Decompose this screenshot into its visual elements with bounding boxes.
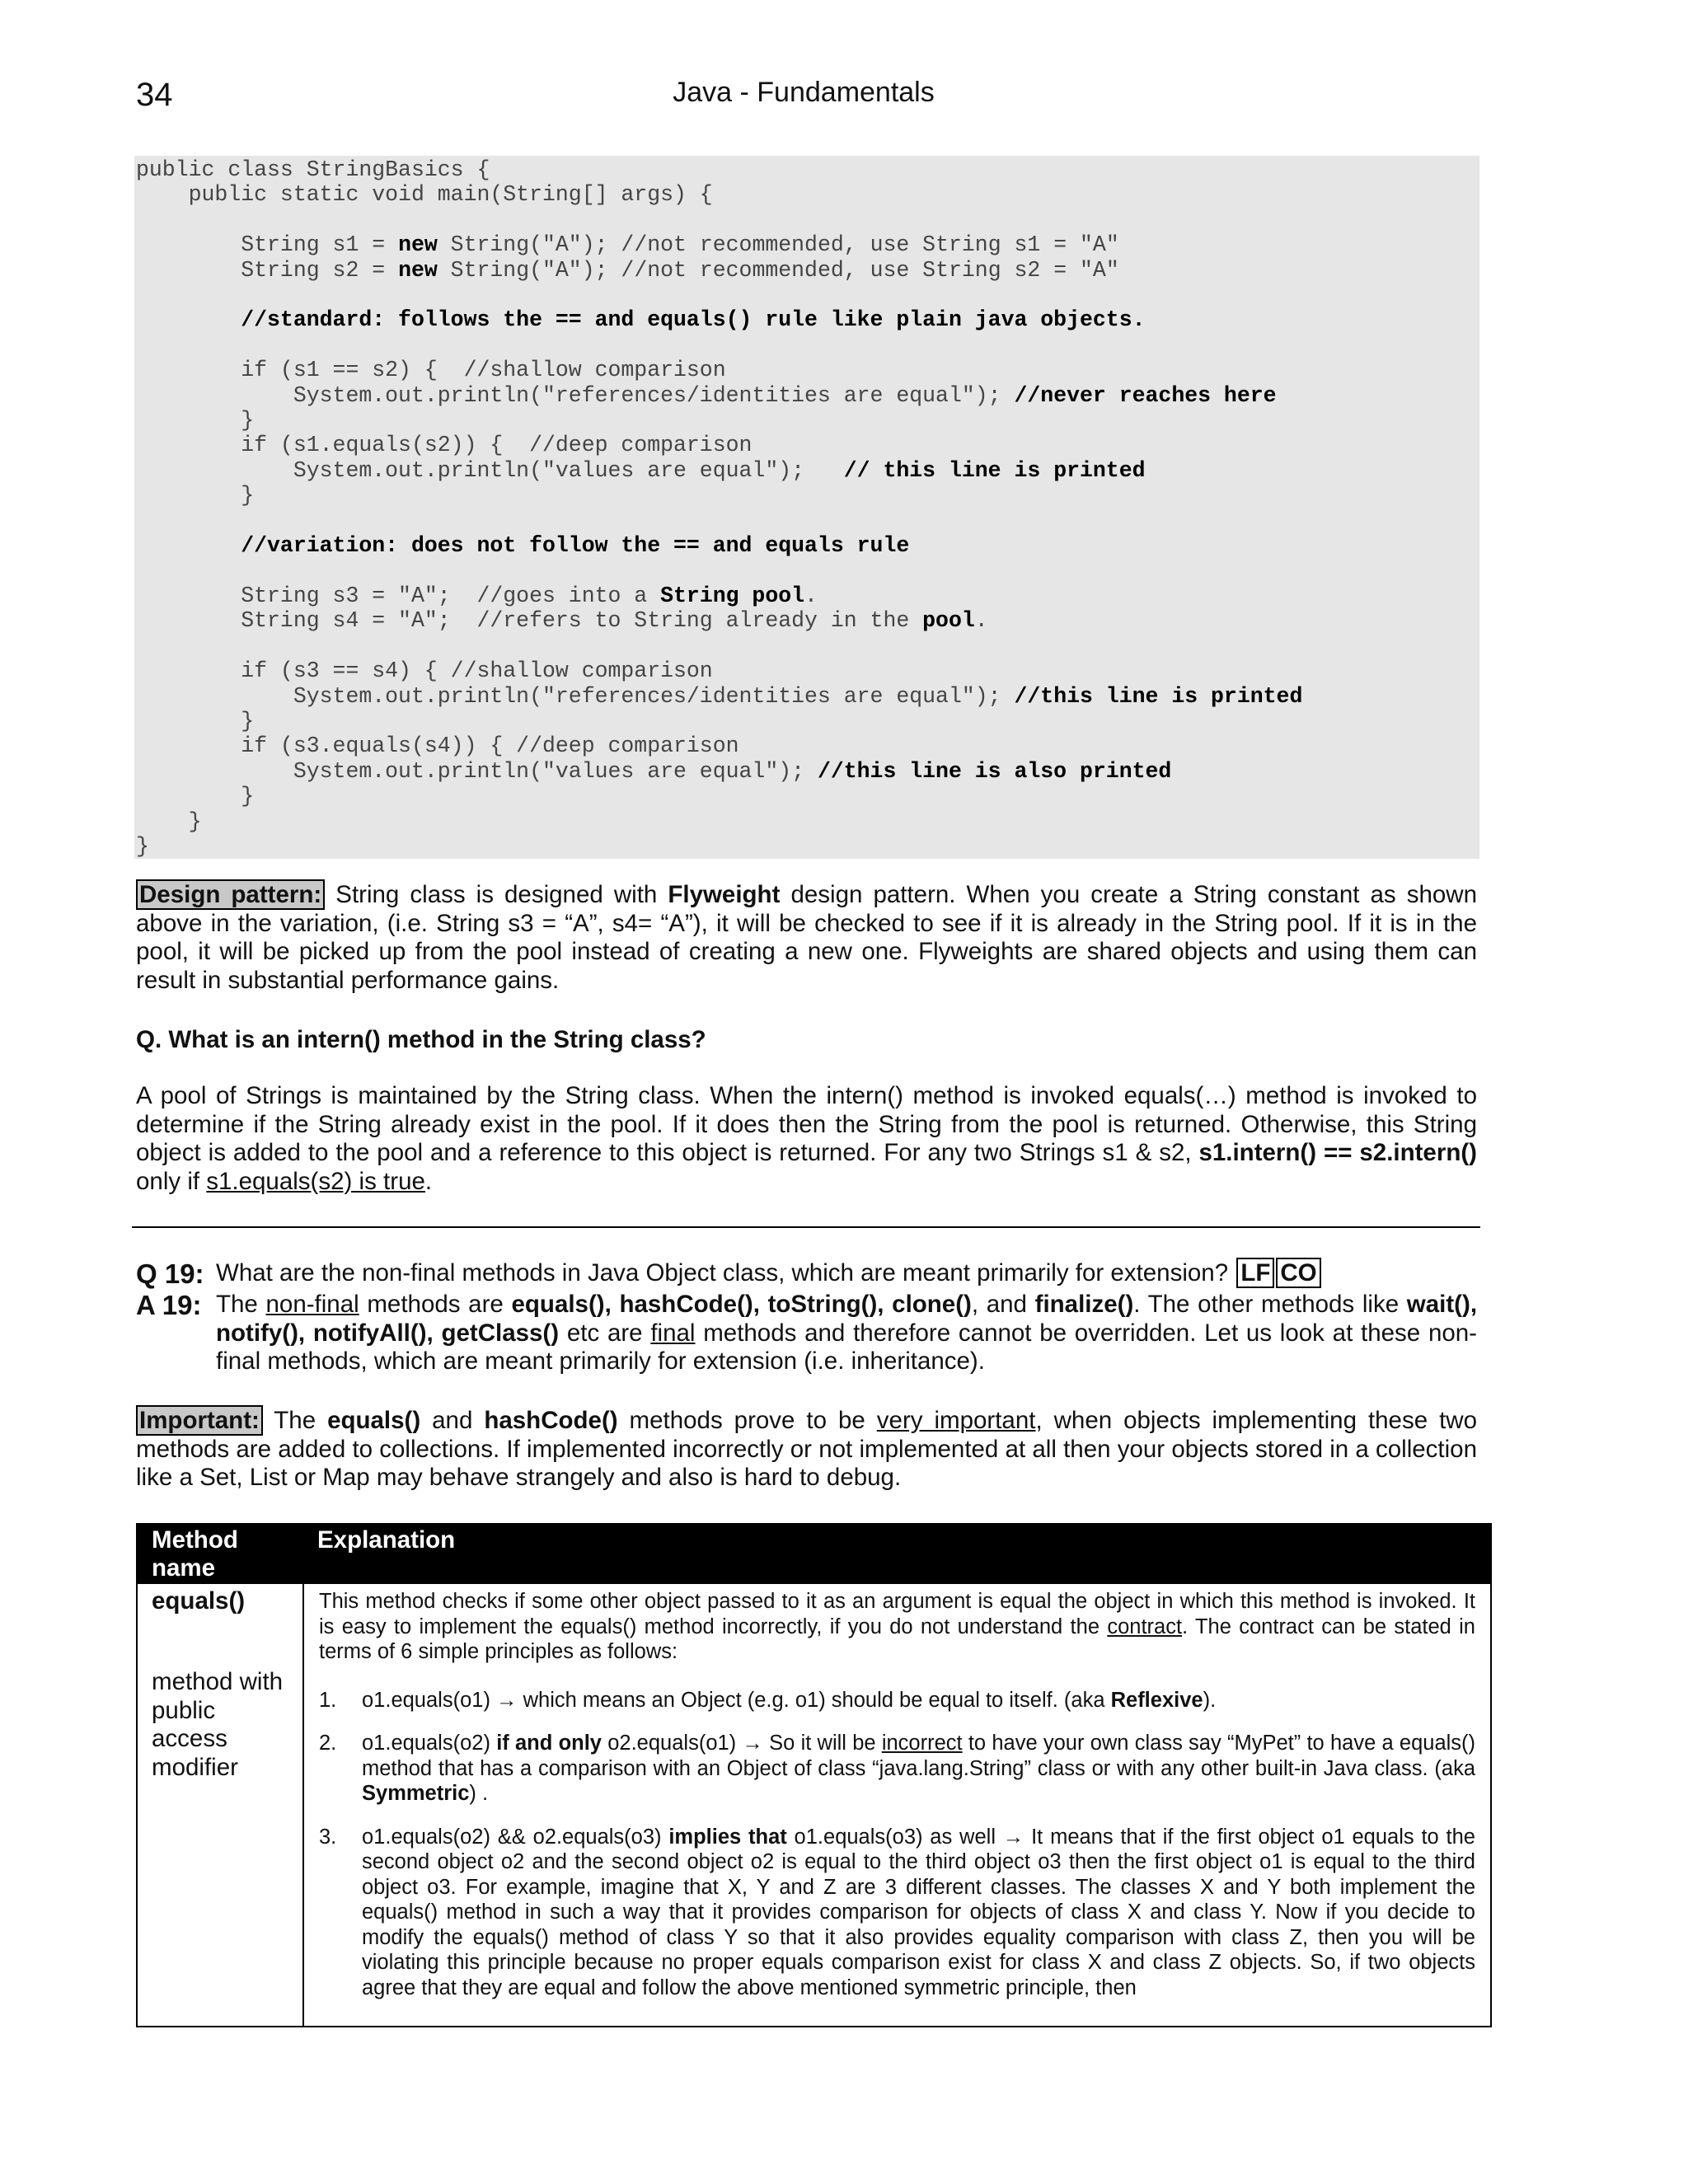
text-bold: finalize() [1034, 1291, 1134, 1318]
tag-lf: LF [1236, 1258, 1274, 1288]
code-line: String("A"); //not recommended, use String s1 = "A" [437, 232, 1119, 258]
code-comment-bold: // this line is printed [843, 457, 1146, 483]
text-run: o1.equals(o2) [362, 1732, 497, 1755]
text-run: String class is designed with [325, 881, 668, 908]
code-line: } [136, 408, 255, 434]
text-run: etc are [559, 1319, 651, 1347]
code-keyword: new [398, 257, 438, 283]
code-line: public static void main(String[] args) { [136, 182, 713, 208]
question-text [216, 1259, 1477, 1288]
code-keyword: new [398, 232, 438, 258]
text-run: o1.equals(o1) → which means an Object (e.g. o1) should be equal to itself. (aka [362, 1688, 1111, 1712]
text-bold: equals() [327, 1407, 421, 1434]
code-line: System.out.println("references/identities are equal"); [136, 683, 1015, 709]
text-run: o2.equals(o1) → So it will be [602, 1732, 882, 1755]
text-run: . The contract can be stated in terms of 6 simple principles as follows: [319, 1615, 1475, 1663]
text-run: , when objects implementing these two methods are added to collections. If implemented incorrectly or not implemented at all then your objects stored in a collection like a Set, List or Map may behave strangely and also is hard to debug. [136, 1407, 1477, 1491]
code-line: if (s3.equals(s4)) { //deep comparison [136, 733, 739, 759]
column-header-method: Method name [137, 1524, 303, 1583]
code-line: } [136, 833, 149, 859]
text-run: . The other methods like [1133, 1291, 1407, 1318]
text-underline: very important [876, 1407, 1036, 1434]
code-line: } [136, 483, 255, 509]
tag-co: CO [1276, 1258, 1320, 1288]
text-run: methods are [359, 1291, 512, 1318]
text-run: What are the non-final methods in Java Object class, which are meant primarily for extension? [216, 1259, 1229, 1286]
intern-answer-paragraph [136, 1082, 1477, 1196]
text-run: o1.equals(o2) && o2.equals(o3) [362, 1825, 669, 1849]
important-label: Important: [136, 1405, 263, 1436]
question-label: Q 19: [136, 1258, 204, 1289]
code-line: public class StringBasics { [136, 157, 490, 182]
column-header-explanation: Explanation [303, 1524, 1491, 1583]
code-line: } [136, 708, 255, 733]
explanation-intro [319, 1589, 1475, 1665]
method-description: method with public access modifier [152, 1668, 284, 1781]
code-keyword: pool [922, 608, 975, 634]
text-run: The [216, 1291, 266, 1318]
code-comment-bold: //this line is also printed [817, 758, 1172, 784]
text-run: A pool of Strings is maintained by the String class. When the intern() method is invoked equals(…) method is invoked to determine if the String already exist in the pool. If it does then the String from the pool is returned. Otherwise, this String object is added to the pool and a reference to this object is returned. For any two Strings s1 & s2, [136, 1082, 1477, 1166]
list-item [319, 1825, 1475, 2001]
text-run: ) . [469, 1782, 489, 1805]
code-line: } [136, 784, 255, 809]
text-run: This method checks if some other object passed to it as an argument is equal the object in which this method is invoked. It is easy to implement the equals() method incorrectly, if you do not understand the [319, 1590, 1475, 1638]
text-bold: Symmetric [362, 1782, 470, 1805]
answer-label: A 19: [136, 1290, 202, 1320]
code-line: System.out.println("references/identities are equal"); [136, 382, 1015, 408]
text-bold: wait(), notify(), notifyAll(), getClass() [216, 1291, 1478, 1347]
code-line: System.out.println("values are equal"); [136, 457, 844, 483]
list-number: 2. [319, 1732, 337, 1755]
list-item [319, 1688, 1475, 1713]
text-run: and [420, 1407, 485, 1434]
text-bold: hashCode() [484, 1407, 618, 1434]
text-run: methods prove to be [617, 1407, 877, 1434]
code-line: String s1 = [136, 232, 399, 258]
principles-list [319, 1688, 1475, 2001]
text-run: . [424, 1167, 433, 1195]
section-divider [132, 1226, 1480, 1228]
text-run: , and [971, 1291, 1035, 1318]
text-run: o1.equals(o3) as well → It means that if the first object o1 equals to the second object o2 and the second object o2 is equal to the third object o3 then the first object o1 is equal to the third object o3. For example, imagine that X, Y and Z are 3 different classes. The classes X and Y both implement the equals() method in such a way that it provides comparison for objects of class X and class Y. Now if you decide to modify the equals() method of class Y so that it also provides equality comparison with class Z, then you will be violating this principle because no proper equals comparison exist for class X and class Z objects. So, if two objects agree that they are equal and follow the above mentioned symmetric principle, then [362, 1825, 1475, 1999]
text-bold: Reflexive [1110, 1688, 1203, 1712]
code-line: } [136, 808, 202, 834]
code-keyword: String pool [660, 583, 805, 608]
code-line: if (s1.equals(s2)) { //deep comparison [136, 433, 753, 458]
methods-table [136, 1523, 1492, 2027]
code-line: if (s1 == s2) { //shallow comparison [136, 358, 726, 383]
design-pattern-paragraph [136, 881, 1477, 995]
text-run: methods and therefore cannot be overridden. Let us look at these non-final methods, which are meant primarily for extension (i.e. inheritance). [216, 1319, 1477, 1375]
text-bold: implies that [668, 1825, 787, 1849]
code-comment-bold: //variation: does not follow the == and equals rule [136, 533, 910, 559]
code-line: String s2 = [136, 257, 399, 283]
important-paragraph [136, 1407, 1477, 1493]
table-header-row [137, 1524, 1491, 1583]
text-underline: non-final [265, 1291, 359, 1318]
text-run: The [262, 1407, 328, 1434]
code-line: String("A"); //not recommended, use String s2 = "A" [437, 257, 1119, 283]
text-bold: Flyweight [668, 881, 781, 908]
text-bold: s1.intern() == s2.intern() [1198, 1139, 1477, 1166]
text-underline: final [650, 1319, 696, 1347]
list-number: 1. [319, 1688, 337, 1712]
text-run: ). [1203, 1688, 1217, 1712]
explanation-cell [303, 1583, 1491, 2027]
design-pattern-label: Design pattern: [136, 879, 325, 910]
method-cell [137, 1583, 303, 2027]
text-run: to have your own class say “MyPet” to have a equals() method that has a comparison with an Object of class “java.lang.String” class or with any other built-in Java class. (aka [362, 1732, 1476, 1780]
code-line: . [804, 583, 818, 608]
intern-question: Q. What is an intern() method in the String class? [136, 1026, 706, 1053]
explanation [304, 1584, 1490, 2000]
text-underline: incorrect [881, 1732, 963, 1755]
code-line: . [974, 608, 988, 634]
text-underline: contract [1107, 1615, 1183, 1638]
text-underline: s1.equals(s2) is true [206, 1167, 425, 1195]
text-bold: if and only [496, 1732, 602, 1755]
list-item [319, 1731, 1475, 1807]
code-line: String s4 = "A"; //refers to String already in the [136, 608, 923, 634]
text-bold: equals(), hashCode(), toString(), clone() [511, 1291, 972, 1318]
method-name: equals() [152, 1587, 246, 1615]
page-number: 34 [136, 77, 173, 113]
running-header: Java - Fundamentals [673, 77, 935, 108]
code-listing [134, 156, 1479, 859]
answer-text [216, 1291, 1477, 1376]
code-comment-bold: //this line is printed [1014, 683, 1303, 709]
table-row [137, 1583, 1491, 2027]
code-comment-bold: //standard: follows the == and equals() rule like plain java objects. [136, 307, 1146, 333]
text-run: only if [136, 1167, 207, 1195]
code-line: System.out.println("values are equal"); [136, 758, 818, 784]
list-number: 3. [319, 1825, 337, 1849]
text-run: design pattern. When you create a String constant as shown above in the variation, (i.e. String s3 = “A”, s4= “A”), it will be checked to see if it is already in the String pool. If it is in the pool, it will be picked up from the pool instead of creating a new one. Flyweights are shared objects and using them can result in substantial performance gains. [136, 881, 1477, 994]
code-line: if (s3 == s4) { //shallow comparison [136, 658, 713, 684]
code-line: String s3 = "A"; //goes into a [136, 583, 661, 608]
code-comment-bold: //never reaches here [1014, 382, 1277, 408]
